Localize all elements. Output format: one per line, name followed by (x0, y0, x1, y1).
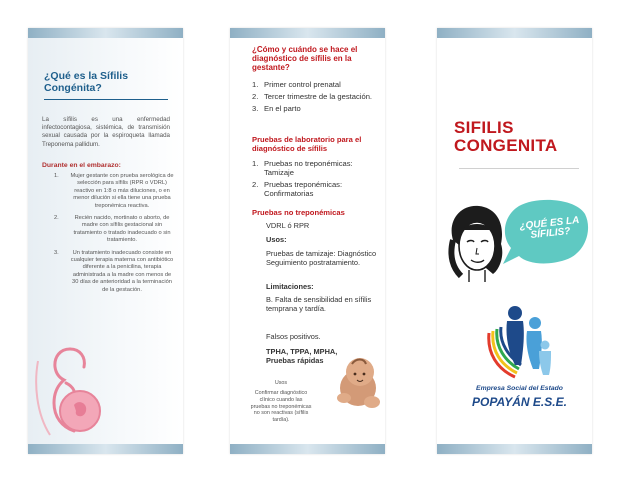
item-number: 1. (252, 80, 259, 89)
top-bar (28, 28, 183, 38)
bubble-text: ¿QUÉ ES LA SÍFILIS? (518, 214, 580, 242)
list-item (252, 80, 380, 89)
item-text: Pruebas treponémicas: Confirmatorias (264, 180, 343, 199)
cover-title: SIFILIS CONGENITA (454, 118, 558, 156)
bottom-bar (437, 444, 592, 454)
usos-small-label: Usos (274, 380, 288, 386)
bottom-bar (28, 444, 183, 454)
panel-title: ¿Qué es la Sífilis Congénita? (44, 70, 129, 95)
list-item (252, 92, 380, 101)
item-text: En el parto (264, 104, 301, 114)
pregnancy-subheading: Durante en el embarazo: (42, 162, 121, 169)
top-bar (230, 28, 385, 38)
panel-cover (437, 28, 592, 454)
list-item (54, 173, 174, 210)
ese-popayan-logo (481, 303, 561, 385)
baby-illustration (330, 354, 385, 414)
pregnancy-criteria-list (54, 173, 174, 299)
panel-diagnosis (230, 28, 385, 454)
nontreponemal-heading: Pruebas no treponémicas (252, 208, 345, 217)
usos-text: Pruebas de tamizaje: Diagnóstico Seguimiento postratamiento. (266, 249, 377, 267)
list-item (54, 215, 174, 245)
usos-label: Usos: (266, 235, 287, 244)
item-number: 3. (252, 104, 259, 114)
lab-tests-heading: Pruebas de laboratorio para el diagnóstico de sífilis (252, 135, 362, 153)
item-text: Primer control prenatal (264, 80, 341, 89)
limitations-text: B. Falta de sensibilidad en sífilis temprana y tardía. (266, 295, 372, 313)
item-text: Mujer gestante con prueba serológica de selección para sífilis (RPR o VDRL) reactivo en 1:8 o más diluciones, o en menor dilución si ella tiene una prueba treponémica reactiva. (70, 173, 174, 209)
treponemal-tests-text: TPHA, TPPA, MPHA, Pruebas rápidas (266, 347, 338, 365)
item-number: 2. (54, 215, 59, 222)
list-item (252, 180, 380, 198)
list-item (54, 250, 174, 294)
top-bar (437, 28, 592, 38)
bottom-bar (230, 444, 385, 454)
item-number: 1. (252, 159, 259, 168)
item-number: 1. (54, 173, 59, 179)
item-number: 2. (252, 180, 259, 190)
item-number: 2. (252, 92, 259, 102)
diagnosis-question: ¿Cómo y cuándo se hace el diagnóstico de sífilis en la gestante? (252, 45, 358, 73)
vdrl-text: VDRL ó RPR (266, 221, 310, 230)
org-name-line2: POPAYÁN E.S.E. (472, 395, 567, 409)
item-text: Un tratamiento inadecuado consiste en cualquier terapia materna con antibiótico diferente a la penicilina, terapia administrada a la madre con menos de 30 días de anterioridad a la terminación de la gestación. (70, 249, 174, 293)
org-name-line1: Empresa Social del Estado (476, 385, 563, 392)
list-item (252, 104, 380, 113)
item-number: 3. (54, 249, 59, 256)
item-text: Pruebas no treponémicas: Tamizaje (264, 159, 353, 178)
intro-paragraph: La sífilis es una enfermedad infectocontagiosa, sistémica, de transmisión sexual causada por la espiroqueta llamada Treponema pallidum. (42, 116, 170, 148)
pregnant-woman-illustration (30, 343, 112, 438)
confirm-text: Confirmar diagnóstico clínico cuando las pruebas no treponémicas no son reactivas (sífilis tardía). (250, 390, 312, 423)
divider (459, 168, 579, 169)
item-text: Recién nacido, mortinato o aborto, de madre con sífilis gestacional sin tratamiento o tratado inadecuado o sin tratamiento. (73, 215, 171, 244)
divider (44, 99, 168, 100)
panel-what-is-congenital-syphilis (28, 28, 183, 454)
false-positives-text: Falsos positivos. (266, 332, 321, 341)
limitations-label: Limitaciones: (266, 282, 314, 291)
list-item (252, 159, 380, 177)
diagnosis-timing-list (252, 80, 380, 116)
lab-tests-list (252, 159, 380, 201)
item-text: Tercer trimestre de la gestación. (264, 92, 373, 102)
